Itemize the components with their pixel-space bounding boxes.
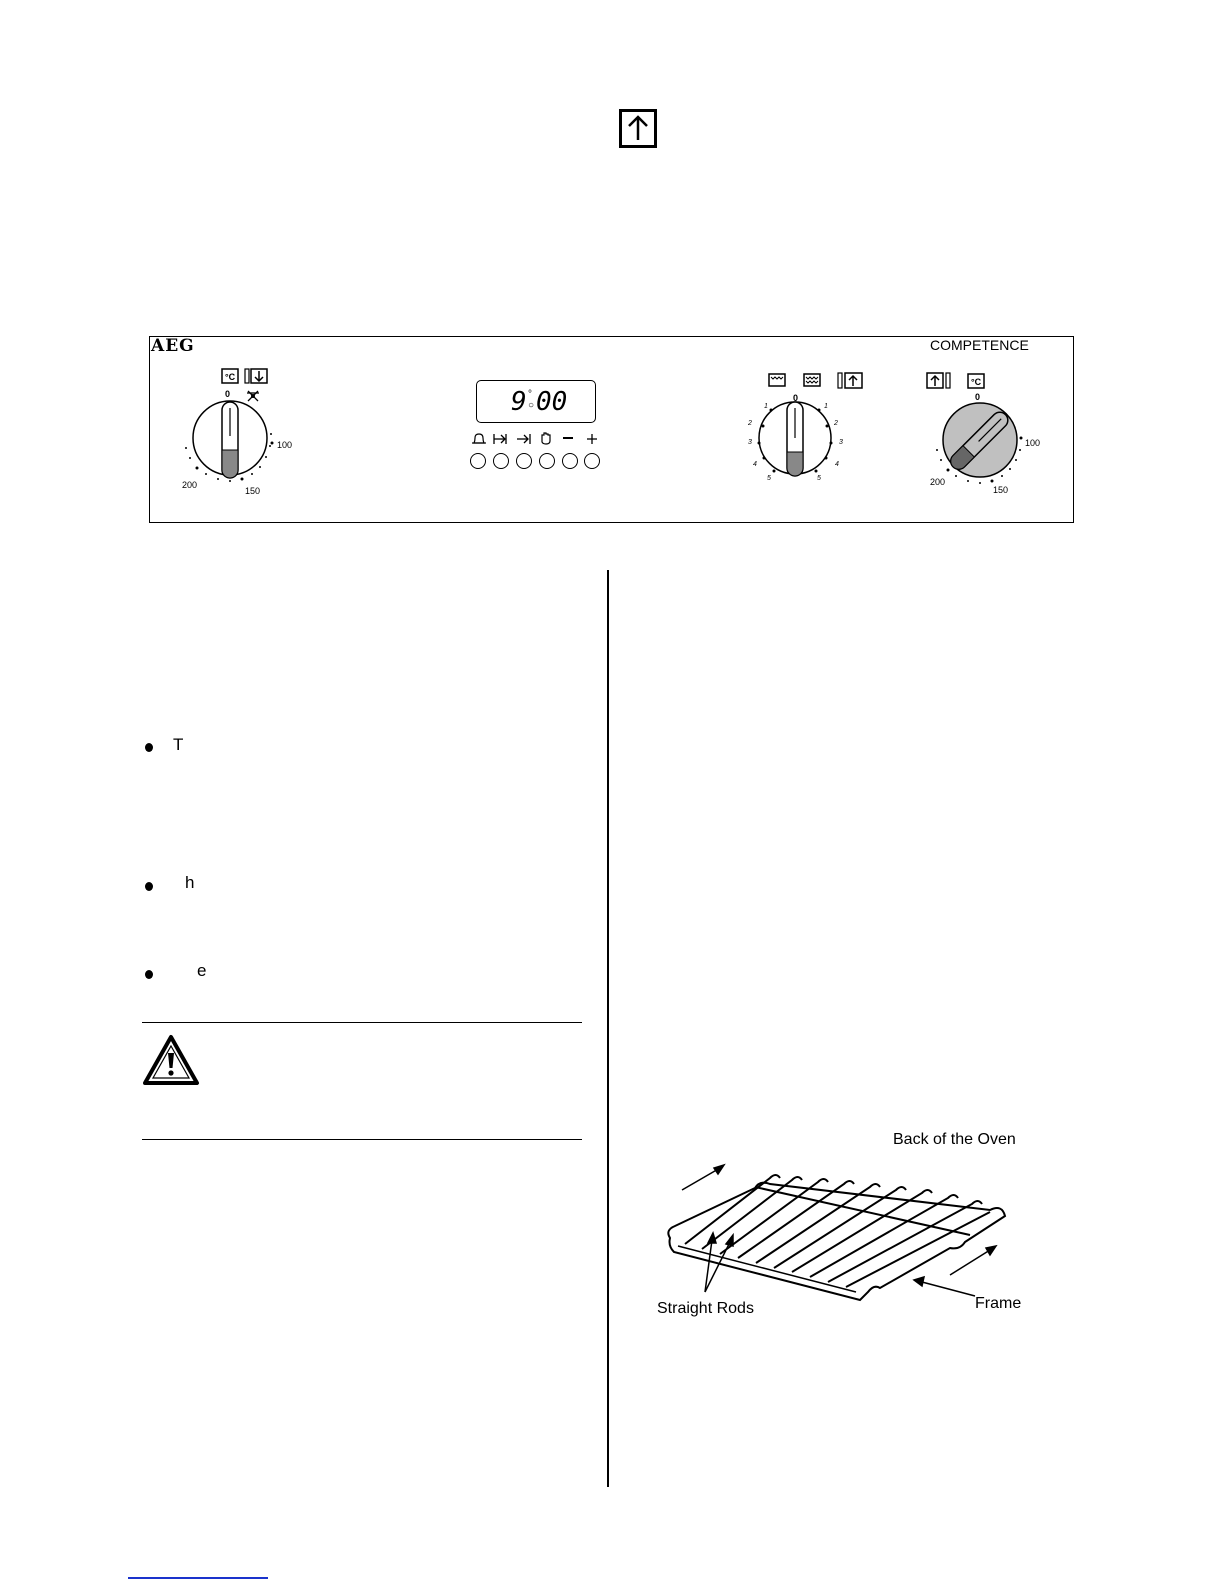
column-divider	[607, 570, 609, 1487]
top-heat-icon	[619, 109, 657, 153]
grill-label-2-left: 2	[748, 420, 752, 427]
bell-icon	[471, 432, 487, 451]
grill-label-3-left: 3	[748, 439, 752, 446]
grill-label-4-right: 4	[835, 461, 839, 468]
manual-icon	[539, 431, 553, 450]
end-time-icon	[516, 432, 532, 451]
svg-text:°C: °C	[225, 372, 236, 382]
end-time-button[interactable]	[516, 453, 532, 469]
dial-label-150: 150	[993, 485, 1009, 495]
grill-label-5-left: 5	[767, 475, 771, 482]
dial-label-150: 150	[245, 486, 261, 496]
grill-label-4-left: 4	[753, 461, 757, 468]
grill-label-3-right: 3	[839, 439, 843, 446]
celsius-icon	[221, 368, 239, 389]
fan-icon	[246, 389, 260, 408]
dial-label-200: 200	[182, 480, 198, 490]
oven-control-panel	[149, 336, 1074, 523]
grill-label-2-right: 2	[834, 420, 838, 427]
plus-button[interactable]	[584, 453, 600, 469]
grill-label-1-right: 1	[824, 403, 828, 410]
bullet-dot	[145, 882, 153, 891]
display-colon: ° ○	[528, 389, 535, 411]
dial-label-0: 0	[975, 392, 981, 402]
top-heat-icon	[837, 372, 863, 394]
minus-icon	[563, 437, 573, 439]
cook-time-icon	[492, 432, 508, 451]
manual-button[interactable]	[539, 453, 555, 469]
model-name: COMPETENCE	[930, 337, 1029, 353]
dial-label-100: 100	[277, 440, 293, 450]
bullet-dot	[145, 970, 153, 979]
grill-label-0: 0	[793, 393, 799, 403]
figure-label-rods: Straight Rods	[657, 1300, 754, 1317]
display-hours: 9	[511, 387, 527, 417]
bullet-dot	[145, 743, 153, 752]
bottom-heat-icon	[244, 368, 268, 389]
cook-time-button[interactable]	[493, 453, 509, 469]
dial-label-200: 200	[930, 477, 946, 487]
bullet-text-3: e	[197, 961, 207, 980]
bullet-text-1: T	[173, 735, 184, 754]
warning-rule-top	[142, 1022, 582, 1023]
half-grill-icon	[768, 373, 786, 392]
warning-rule-bottom	[142, 1139, 582, 1140]
top-heat-icon	[926, 372, 952, 394]
dial-label-100: 100	[1025, 438, 1041, 448]
grill-label-5-right: 5	[817, 475, 821, 482]
figure-label-back: Back of the Oven	[893, 1131, 1016, 1148]
figure-label-frame: Frame	[975, 1295, 1022, 1312]
bullet-text-2: h	[185, 873, 195, 892]
plus-icon	[586, 432, 598, 450]
warning-triangle-icon	[142, 1034, 200, 1091]
full-grill-icon	[803, 373, 821, 392]
brand-logo: AEG	[151, 336, 195, 356]
temperature-dial-right[interactable]	[920, 398, 1050, 503]
timer-display	[476, 380, 596, 423]
display-minutes: 00	[536, 387, 568, 417]
grill-label-1-left: 1	[764, 403, 768, 410]
svg-text:°C: °C	[971, 377, 982, 387]
celsius-icon	[967, 373, 985, 394]
footer-link-underline[interactable]	[128, 1577, 268, 1579]
bell-button[interactable]	[470, 453, 486, 469]
dial-label-0: 0	[225, 389, 231, 399]
oven-shelf-diagram	[660, 1160, 1040, 1315]
minus-button[interactable]	[562, 453, 578, 469]
